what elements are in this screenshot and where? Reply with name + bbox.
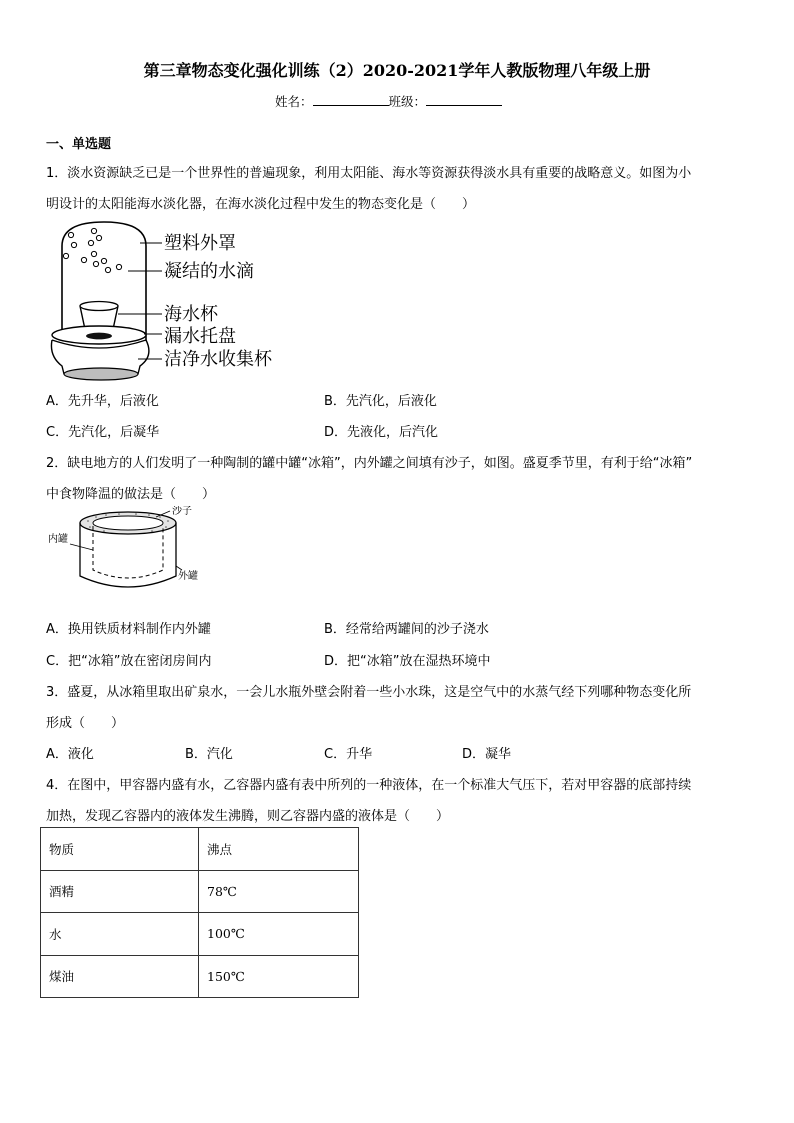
desalinator-figure <box>44 216 304 384</box>
plastic-cover-shape <box>62 222 146 341</box>
question-1-line-1: 1．淡水资源缺乏已是一个世界性的普遍现象，利用太阳能、海水等资源获得淡水具有重要的战略意义。如图为小 <box>46 166 692 181</box>
q2-option-a[interactable]: A．换用铁质材料制作内外罐 <box>46 622 211 637</box>
boiling-point-table <box>40 827 359 998</box>
table-cell-boiling-point: 150℃ <box>199 955 359 998</box>
name-class-line <box>275 92 502 110</box>
label-plastic-cover: 塑料外罩 <box>164 233 236 254</box>
table-row <box>41 913 359 956</box>
question-3-line-1: 3．盛夏，从冰箱里取出矿泉水，一会儿水瓶外壁会附着一些小水珠，这是空气中的水蒸气经下列哪种物态变化所 <box>46 685 692 700</box>
name-blank[interactable] <box>313 94 389 106</box>
label-drain-tray: 漏水托盘 <box>164 326 236 347</box>
pot-in-pot-figure <box>44 506 204 596</box>
table-cell-boiling-point: 100℃ <box>199 913 359 956</box>
table-header-substance: 物质 <box>41 828 199 871</box>
class-label: 班级： <box>388 94 427 109</box>
q1-option-d[interactable]: D．先液化，后汽化 <box>324 425 439 440</box>
table-row <box>41 955 359 998</box>
q3-option-d[interactable]: D．凝华 <box>462 747 512 762</box>
question-3-line-2: 形成（ ） <box>46 716 125 731</box>
question-4-line-2: 加热，发现乙容器内的液体发生沸腾，则乙容器内盛的液体是（ ） <box>46 809 450 824</box>
document-title: 第三章物态变化强化训练（2）2020-2021学年人教版物理八年级上册 <box>143 61 651 80</box>
q1-option-c[interactable]: C．先汽化，后凝华 <box>46 425 160 440</box>
q1-option-b[interactable]: B．先汽化，后液化 <box>324 394 437 409</box>
label-condensed-droplets: 凝结的水滴 <box>164 261 254 282</box>
question-2-line-2: 中食物降温的做法是（ ） <box>46 487 216 502</box>
table-cell-substance: 水 <box>41 913 199 956</box>
name-label: 姓名： <box>275 94 313 109</box>
table-header-row <box>41 828 359 871</box>
clean-water-shape <box>64 368 138 380</box>
q3-option-a[interactable]: A．液化 <box>46 747 94 762</box>
table-row <box>41 870 359 913</box>
label-outer-pot: 外罐 <box>178 571 198 582</box>
q1-option-a[interactable]: A．先升华，后液化 <box>46 394 159 409</box>
table-cell-substance: 煤油 <box>41 955 199 998</box>
table-cell-boiling-point: 78℃ <box>199 870 359 913</box>
q2-option-c[interactable]: C．把“冰箱”放在密闭房间内 <box>46 654 212 669</box>
q3-option-c[interactable]: C．升华 <box>324 747 373 762</box>
question-4-line-1: 4．在图中，甲容器内盛有水，乙容器内盛有表中所列的一种液体，在一个标准大气压下，若对甲容器的底部持续 <box>46 778 692 793</box>
class-blank[interactable] <box>426 94 502 106</box>
label-clean-water-cup: 洁净水收集杯 <box>164 349 272 370</box>
table-header-boiling-point: 沸点 <box>199 828 359 871</box>
q2-option-d[interactable]: D．把“冰箱”放在湿热环境中 <box>324 654 491 669</box>
question-2-line-1: 2．缺电地方的人们发明了一种陶制的罐中罐“冰箱”，内外罐之间填有沙子，如图。盛夏季节里，有利于给“冰箱” <box>46 456 693 471</box>
section-title: 一、单选题 <box>46 137 112 152</box>
q3-option-b[interactable]: B．汽化 <box>185 747 233 762</box>
label-sand: 沙子 <box>172 506 192 517</box>
question-1-line-2: 明设计的太阳能海水淡化器，在海水淡化过程中发生的物态变化是（ ） <box>46 197 476 212</box>
droplets-shape <box>63 228 121 272</box>
table-cell-substance: 酒精 <box>41 870 199 913</box>
tray-hole-shape <box>86 333 112 340</box>
label-inner-pot: 内罐 <box>48 534 68 545</box>
q2-option-b[interactable]: B．经常给两罐间的沙子浇水 <box>324 622 489 637</box>
label-seawater-cup: 海水杯 <box>164 304 218 325</box>
